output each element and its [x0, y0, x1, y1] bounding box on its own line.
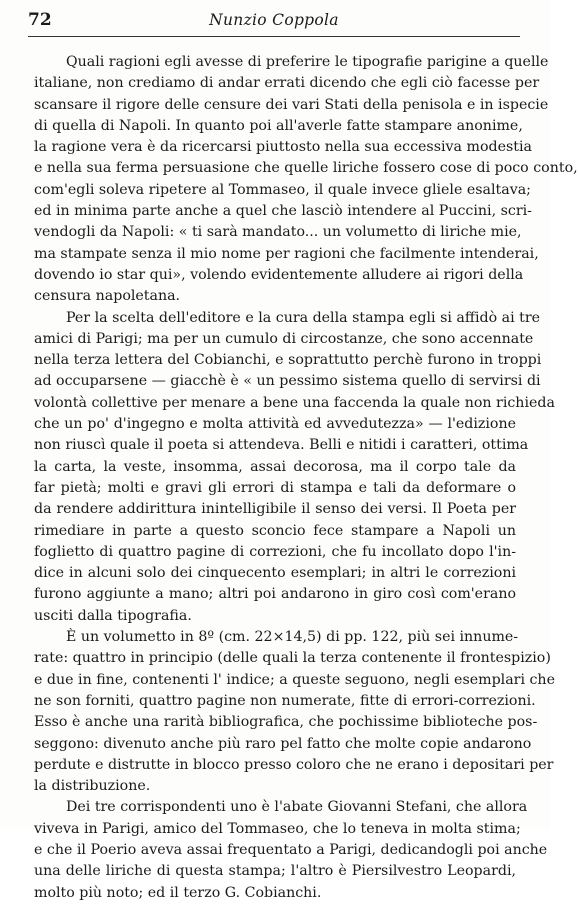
text-line: furono aggiunte a mano; altri poi andarono in giro così com'erano — [34, 586, 516, 603]
text-line: foglietto di quattro pagine di correzioni, che fu incollato dopo l'in- — [34, 543, 516, 560]
text-line: non riuscì quale il poeta si attendeva. Belli e nitidi i caratteri, ottima — [34, 437, 529, 454]
text-line: la carta, la veste, insomma, assai decorosa, ma il corpo tale da — [34, 458, 516, 475]
text-line: che un po' d'ingegno e molta attività ed avvedutezza» — l'edizione — [34, 416, 516, 433]
text-line: la distribuzione. — [34, 778, 151, 795]
text-line: volontà collettive per menare a bene una faccenda la quale non richieda — [34, 394, 555, 411]
paragraph — [34, 308, 555, 627]
text-line: e nella sua ferma persuasione che quelle liriche fossero cose di poco conto, — [34, 160, 578, 177]
text-line: la ragione vera è da ricercarsi piuttosto nella sua eccessiva modestia — [34, 139, 532, 156]
text-line: rate: quattro in principio (delle quali la terza contenente il frontespizio) — [34, 650, 551, 667]
running-head: Nunzio Coppola — [209, 11, 339, 29]
text-line: Quali ragioni egli avesse di preferire le tipografie parigine a quelle — [66, 54, 549, 70]
text-line: una delle liriche di questa stampa; l'altro è Piersilvestro Leopardi, — [34, 863, 516, 880]
text-line: com'egli soleva ripetere al Tommaseo, il quale invece gliele esaltava; — [34, 181, 531, 198]
text-line: Esso è anche una rarità bibliografica, che pochissime biblioteche pos- — [34, 714, 538, 731]
text-line: Per la scelta dell'editore e la cura della stampa egli si affidò ai tre — [66, 309, 541, 326]
header-rule — [28, 36, 520, 37]
text-line: far pietà; molti e gravi gli errori di stampa e tali da deformare o — [34, 479, 516, 496]
body-text — [34, 52, 578, 904]
text-line: usciti dalla tipografia. — [34, 607, 192, 624]
text-line: e due in fine, contenenti l' indice; a queste seguono, negli esemplari che — [34, 671, 555, 688]
text-line: ma stampate senza il mio nome per ragioni che facilmente intenderai, — [34, 245, 539, 262]
text-line: Dei tre corrispondenti uno è l'abate Giovanni Stefani, che allora — [66, 799, 528, 816]
page-header — [28, 8, 520, 34]
text-line: amici di Parigi; ma per un cumulo di circostanze, che sono accennate — [34, 330, 534, 347]
text-line: e che il Poerio aveva assai frequentato a Parigi, dedicandogli poi anche — [34, 841, 548, 858]
text-line: ad occuparsene — giacchè è « un pessimo sistema quello di servirsi di — [34, 373, 541, 390]
text-line: dice in alcuni solo dei cinquecento esemplari; in altri le correzioni — [34, 565, 516, 582]
paragraph — [34, 627, 555, 797]
text-line: ed in minima parte anche a quel che lasciò intendere al Puccini, scri- — [34, 203, 532, 220]
text-line: italiane, non crediamo di andar errati dicendo che egli ciò facesse per — [34, 75, 540, 92]
text-line: di quella di Napoli. In quanto poi all'averle fatte stampare anonime, — [34, 117, 523, 134]
text-line: censura napoletana. — [34, 288, 181, 305]
text-line: seggono: divenuto anche più raro pel fatto che molte copie andarono — [34, 735, 532, 752]
paragraph — [34, 52, 578, 308]
text-line: da rendere addirittura inintelligibile il senso dei versi. Il Poeta per — [34, 501, 516, 518]
text-line: dovendo io star qui», volendo evidentemente alludere ai rigori della — [34, 266, 524, 283]
text-line: vendogli da Napoli: « ti sarà mandato... un volumetto di liriche mie, — [34, 224, 522, 241]
text-line: viveva in Parigi, amico del Tommaseo, che lo teneva in molta stima; — [34, 820, 521, 837]
page-number: 72 — [28, 10, 52, 30]
text-line: ne son forniti, quattro pagine non numerate, fitte di errori-correzioni. — [34, 692, 536, 709]
text-line: È un volumetto in 8º (cm. 22×14,5) di pp. 122, più sei innume- — [66, 629, 519, 646]
text-line: scansare il rigore delle censure dei vari Stati della penisola e in ispecie — [34, 96, 549, 113]
text-line: molto più noto; ed il terzo G. Cobianchi. — [34, 884, 322, 901]
text-line: perdute e distrutte in blocco presso coloro che ne erano i depositari per — [34, 756, 554, 773]
paragraph — [34, 797, 548, 903]
text-line: rimediare in parte a questo sconcio fece stampare a Napoli un — [34, 522, 516, 539]
text-line: nella terza lettera del Cobianchi, e soprattutto perchè furono in troppi — [34, 352, 542, 369]
